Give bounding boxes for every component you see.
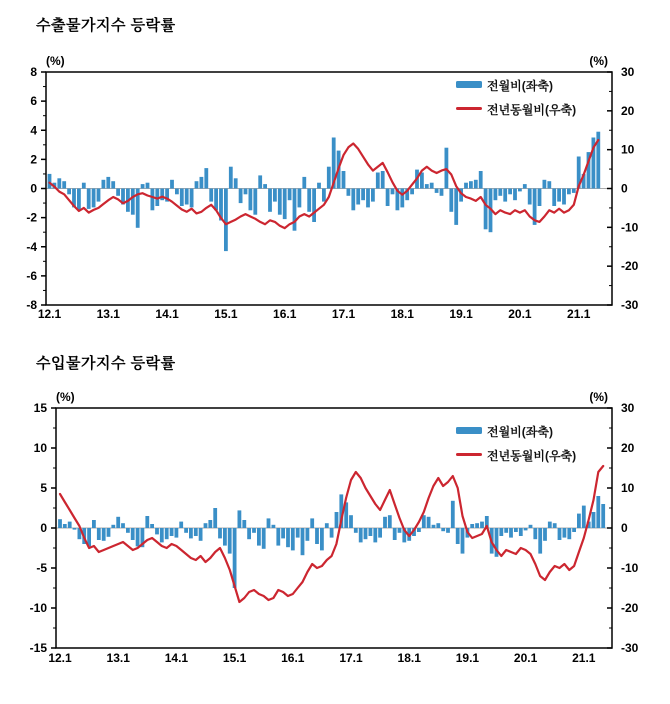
right-axis-label: 20	[621, 103, 635, 118]
mom-bar	[136, 528, 140, 546]
mom-bar	[57, 178, 61, 188]
mom-bar	[508, 189, 512, 195]
mom-bar	[427, 517, 431, 528]
legend-label: 전년동월비(우축)	[487, 449, 577, 463]
mom-bar	[538, 189, 542, 207]
mom-bar	[102, 180, 106, 189]
x-axis-label: 12.1	[48, 651, 72, 665]
mom-bar	[263, 184, 267, 188]
legend-line-swatch	[456, 453, 482, 456]
mom-bar	[223, 528, 227, 546]
mom-bar	[97, 528, 101, 540]
mom-bar	[356, 189, 360, 205]
mom-bar	[87, 189, 91, 209]
export-price-chart	[0, 50, 670, 340]
mom-bar	[425, 184, 429, 188]
mom-bar	[92, 189, 96, 208]
mom-bar	[244, 189, 248, 195]
right-axis-label: -30	[621, 641, 639, 655]
mom-bar	[77, 189, 81, 211]
mom-bar	[383, 517, 387, 528]
mom-bar	[131, 528, 135, 540]
left-axis-label: -6	[26, 268, 37, 283]
mom-bar	[267, 518, 271, 528]
mom-bar	[302, 177, 306, 189]
legend-label: 전월비(좌축)	[487, 79, 553, 93]
mom-bar	[204, 168, 208, 188]
mom-bar	[155, 528, 159, 534]
mom-bar	[268, 189, 272, 212]
mom-bar	[180, 189, 184, 207]
mom-bar	[562, 189, 566, 205]
legend-item	[456, 448, 576, 463]
mom-bar	[523, 184, 527, 188]
left-axis-label: 6	[30, 94, 37, 109]
mom-bar	[286, 528, 290, 547]
mom-bar	[291, 528, 295, 550]
mom-bar	[572, 189, 576, 193]
mom-bar	[474, 180, 478, 189]
mom-bar	[170, 528, 174, 536]
mom-bar	[347, 189, 351, 196]
import-chart-title: 수입물가지수 등락률	[36, 355, 176, 372]
x-axis-label: 15.1	[222, 651, 247, 665]
mom-bar	[388, 515, 392, 528]
x-axis-label: 19.1	[449, 307, 473, 321]
mom-bar	[272, 525, 276, 528]
mom-bar	[469, 181, 473, 188]
right-axis-label: -10	[621, 561, 639, 575]
legend-item	[456, 78, 553, 93]
mom-bar	[238, 510, 242, 528]
x-axis-label: 20.1	[513, 651, 538, 665]
left-axis-label: 0	[40, 521, 47, 535]
left-axis-label: 10	[33, 441, 47, 455]
mom-bar	[601, 504, 605, 528]
x-axis-label: 17.1	[331, 307, 356, 321]
mom-bar	[529, 525, 533, 528]
x-axis-label: 14.1	[155, 307, 179, 321]
x-axis-label: 15.1	[214, 307, 238, 321]
mom-bar	[175, 528, 179, 538]
mom-bar	[160, 528, 164, 542]
mom-bar	[479, 171, 483, 189]
right-axis-label: -20	[621, 601, 639, 615]
mom-bar	[504, 528, 508, 533]
right-axis-label: 0	[621, 181, 628, 196]
mom-bar	[524, 528, 528, 530]
mom-bar	[278, 189, 282, 215]
mom-bar	[398, 528, 402, 533]
mom-bar	[538, 528, 542, 554]
legend-item	[456, 102, 576, 117]
mom-bar	[209, 189, 213, 202]
mom-bar	[301, 528, 305, 555]
right-axis-label: 0	[621, 521, 628, 535]
mom-bar	[107, 528, 111, 537]
left-axis-label: -4	[26, 239, 37, 254]
mom-bar	[547, 181, 551, 188]
yoy-line	[50, 140, 599, 228]
mom-bar	[325, 523, 329, 528]
mom-bar	[141, 184, 145, 188]
mom-bar	[106, 177, 110, 189]
right-axis-label: -20	[621, 259, 639, 274]
legend-label: 전월비(좌축)	[487, 425, 553, 439]
mom-bar	[364, 528, 368, 539]
left-axis-label: -10	[29, 601, 47, 615]
mom-bar	[563, 528, 567, 538]
mom-bar	[449, 189, 453, 212]
left-axis-label: -5	[36, 561, 47, 575]
mom-bar	[214, 189, 218, 211]
mom-bar	[513, 189, 517, 201]
right-axis-label: 10	[621, 481, 635, 495]
mom-bar	[572, 528, 576, 532]
x-axis-label: 16.1	[281, 651, 305, 665]
mom-bar	[509, 528, 513, 538]
mom-bar	[461, 528, 465, 554]
mom-bar	[194, 528, 198, 536]
mom-bar	[315, 528, 319, 544]
mom-bar	[432, 525, 436, 528]
mom-bar	[435, 189, 439, 193]
right-axis-label: -30	[621, 298, 639, 312]
mom-bar	[190, 189, 194, 208]
mom-bar	[92, 520, 96, 528]
mom-bar	[116, 189, 120, 196]
mom-bar	[298, 189, 302, 208]
mom-bar	[327, 167, 331, 189]
mom-bar	[307, 189, 311, 212]
mom-bar	[456, 528, 460, 544]
mom-bar	[351, 189, 355, 211]
mom-bars	[58, 494, 605, 588]
mom-bar	[528, 189, 532, 205]
mom-bar	[391, 189, 395, 195]
mom-bar	[548, 522, 552, 528]
x-axis-label: 18.1	[397, 651, 421, 665]
export-chart-title: 수출물가지수 등락률	[36, 17, 176, 34]
x-axis-label: 18.1	[390, 307, 414, 321]
mom-bar	[293, 189, 297, 231]
mom-bar	[179, 522, 183, 528]
mom-bar	[498, 189, 502, 196]
x-axis-label: 21.1	[572, 651, 596, 665]
mom-bar	[185, 189, 189, 205]
mom-bar	[451, 501, 455, 528]
legend-item	[456, 424, 553, 439]
x-axis-label: 20.1	[508, 307, 532, 321]
right-axis-label: 20	[621, 441, 635, 455]
mom-bar	[82, 183, 86, 189]
right-axis-label: -10	[621, 220, 639, 235]
left-axis-unit: (%)	[46, 54, 65, 68]
mom-bar	[262, 528, 266, 549]
mom-bar	[400, 189, 404, 208]
mom-bar	[342, 171, 346, 189]
mom-bar	[111, 181, 115, 188]
mom-bar	[199, 528, 203, 541]
mom-bar	[317, 183, 321, 189]
mom-bar	[165, 528, 169, 539]
mom-bar	[247, 528, 251, 539]
mom-bar	[596, 496, 600, 528]
right-axis-unit: (%)	[589, 390, 608, 404]
left-axis-label: -15	[29, 641, 47, 655]
mom-bar	[393, 528, 397, 540]
mom-bar	[189, 528, 193, 538]
mom-bar	[204, 523, 208, 528]
mom-bar	[484, 189, 488, 230]
mom-bar	[553, 523, 557, 528]
legend-bar-swatch	[456, 81, 482, 88]
left-axis-label: 0	[30, 181, 37, 196]
mom-bar	[518, 189, 522, 192]
left-axis-unit: (%)	[56, 390, 75, 404]
mom-bar	[464, 183, 468, 189]
mom-bar	[310, 518, 314, 528]
mom-bar	[366, 189, 370, 208]
mom-bar	[378, 528, 382, 538]
mom-bar	[121, 523, 125, 528]
mom-bar	[519, 528, 523, 536]
mom-bar	[146, 183, 150, 189]
mom-bar	[218, 528, 222, 538]
x-axis-label: 17.1	[339, 651, 363, 665]
mom-bar	[111, 525, 115, 528]
mom-bar	[234, 178, 238, 188]
left-axis-label: 15	[33, 401, 47, 415]
mom-bar	[373, 528, 377, 542]
x-axis-label: 16.1	[273, 307, 297, 321]
mom-bar	[354, 528, 358, 533]
mom-bar	[312, 189, 316, 223]
mom-bar	[131, 189, 135, 215]
mom-bar	[567, 189, 571, 195]
left-axis-label: 8	[30, 65, 37, 79]
mom-bar	[376, 173, 380, 189]
mom-bar	[249, 189, 253, 211]
mom-bar	[335, 512, 339, 528]
mom-bar	[514, 528, 518, 532]
mom-bar	[557, 189, 561, 202]
mom-bar	[253, 189, 257, 215]
mom-bar	[184, 528, 188, 533]
right-axis-unit: (%)	[589, 54, 608, 68]
mom-bar	[480, 522, 484, 528]
mom-bar	[533, 528, 537, 539]
mom-bar	[306, 528, 310, 541]
mom-bar	[151, 189, 155, 211]
mom-bar	[592, 512, 596, 528]
mom-bar	[126, 528, 130, 533]
mom-bar	[417, 528, 421, 532]
mom-bar	[499, 528, 503, 536]
x-axis-label: 21.1	[567, 307, 591, 321]
mom-bar	[97, 189, 101, 202]
mom-bar	[369, 528, 373, 536]
mom-bar	[322, 189, 326, 202]
mom-bar	[63, 524, 67, 528]
legend-line-swatch	[456, 107, 482, 110]
mom-bar	[175, 189, 179, 195]
mom-bar	[224, 189, 228, 252]
mom-bar	[229, 167, 233, 189]
right-axis-label: 10	[621, 142, 635, 157]
legend	[456, 424, 576, 463]
mom-bar	[543, 528, 547, 541]
mom-bar	[503, 189, 507, 202]
left-axis-label: 2	[30, 152, 37, 167]
mom-bar	[454, 189, 458, 225]
right-axis-label: 30	[621, 401, 635, 415]
x-axis-label: 12.1	[37, 307, 62, 321]
mom-bar	[410, 189, 414, 195]
mom-bar	[320, 528, 324, 550]
mom-bar	[361, 189, 365, 201]
mom-bar	[58, 519, 62, 528]
x-axis-label: 14.1	[164, 651, 189, 665]
mom-bar	[543, 180, 547, 189]
mom-bar	[296, 528, 300, 538]
mom-bar	[371, 189, 375, 202]
mom-bar	[470, 524, 474, 528]
mom-bar	[73, 528, 77, 530]
mom-bar	[239, 189, 243, 204]
mom-bar	[68, 522, 72, 528]
right-axis-label: 30	[621, 65, 635, 79]
mom-bar	[475, 523, 479, 528]
mom-bar	[567, 528, 571, 539]
mom-bar	[288, 189, 292, 201]
mom-bar	[242, 520, 246, 528]
mom-bar	[145, 516, 149, 528]
mom-bar	[150, 524, 154, 528]
mom-bar	[436, 523, 440, 528]
legend-label: 전년동월비(우축)	[487, 103, 577, 117]
legend-bar-swatch	[456, 427, 482, 434]
mom-bar	[200, 177, 204, 189]
mom-bar	[257, 528, 261, 546]
legend	[456, 78, 576, 117]
mom-bar	[195, 181, 199, 188]
mom-bar	[228, 528, 232, 554]
mom-bar	[441, 528, 445, 531]
x-axis-label: 19.1	[455, 651, 480, 665]
mom-bar	[430, 183, 434, 189]
mom-bar	[160, 189, 164, 201]
mom-bar	[582, 506, 586, 528]
mom-bar	[208, 520, 212, 528]
mom-bar	[273, 189, 277, 202]
mom-bar	[252, 528, 256, 533]
mom-bar	[359, 528, 363, 542]
x-axis-label: 13.1	[96, 307, 120, 321]
mom-bar	[116, 517, 120, 528]
left-axis-label: 5	[40, 481, 47, 495]
mom-bar	[283, 189, 287, 220]
mom-bar	[213, 508, 217, 528]
left-axis-label: 4	[30, 123, 37, 138]
mom-bar	[102, 528, 106, 541]
import-price-chart	[0, 390, 670, 690]
mom-bar	[67, 189, 71, 195]
mom-bars	[48, 132, 601, 251]
mom-bar	[420, 173, 424, 189]
mom-bar	[446, 528, 450, 533]
mom-bar	[330, 528, 334, 538]
mom-bar	[494, 189, 498, 201]
mom-bar	[48, 174, 52, 189]
mom-bar	[349, 515, 353, 528]
mom-bar	[170, 180, 174, 189]
mom-bar	[386, 189, 390, 207]
mom-bar	[381, 171, 385, 189]
x-axis-label: 13.1	[106, 651, 130, 665]
mom-bar	[258, 175, 262, 188]
mom-bar	[558, 528, 562, 540]
mom-bar	[577, 514, 581, 528]
mom-bar	[276, 528, 280, 546]
mom-bar	[281, 528, 285, 538]
left-axis-label: -8	[26, 298, 37, 312]
mom-bar	[62, 181, 66, 188]
mom-bar	[440, 189, 444, 196]
mom-bar	[552, 189, 556, 207]
left-axis-label: -2	[26, 210, 37, 225]
